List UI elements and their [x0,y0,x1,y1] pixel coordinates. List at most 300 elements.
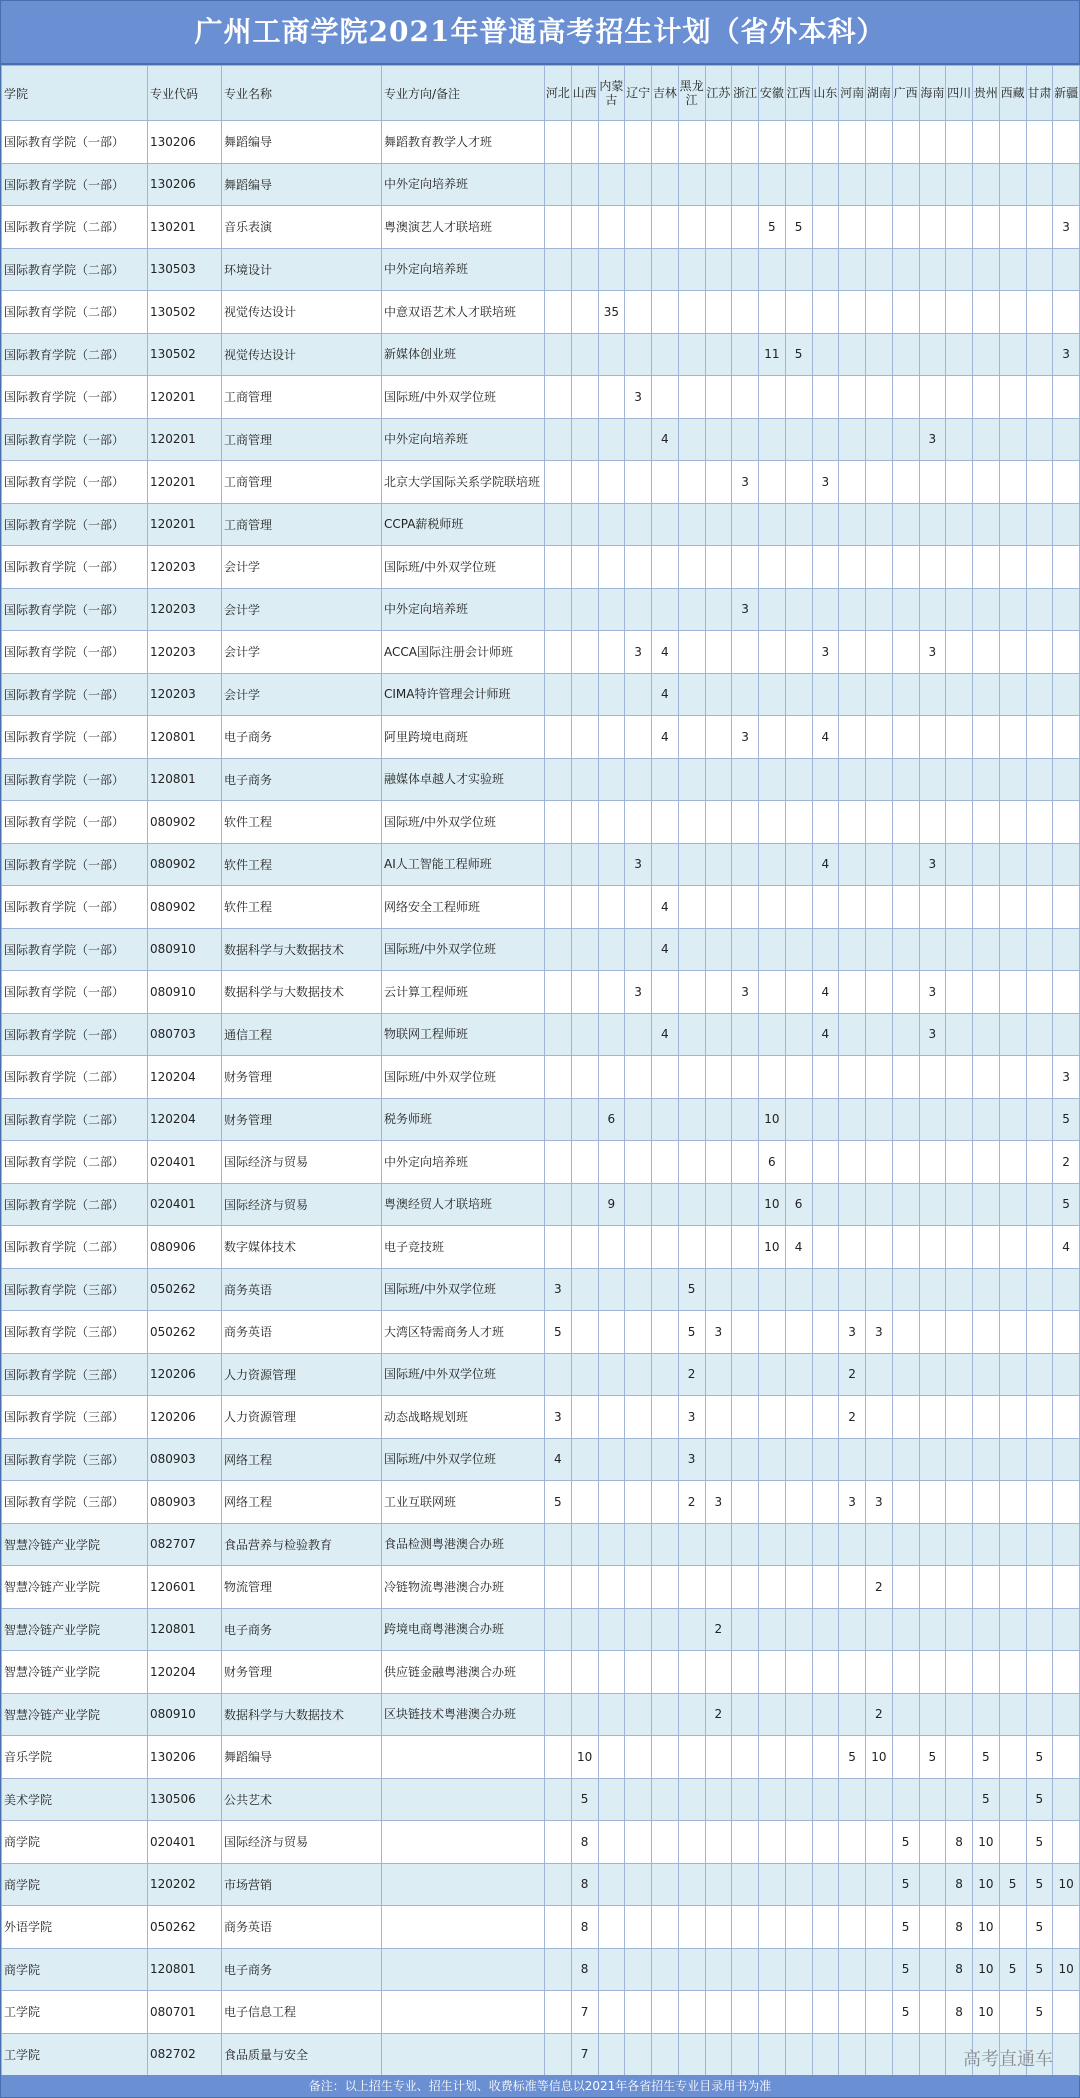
cell-quota [1053,418,1080,461]
cell-quota [812,376,839,419]
cell-quota [732,1736,759,1779]
cell-quota [705,1821,732,1864]
cell-code: 130201 [148,206,222,249]
cell-quota [866,971,893,1014]
cell-college: 智慧冷链产业学院 [2,1566,148,1609]
cell-quota [678,1013,705,1056]
cell-college: 商学院 [2,1821,148,1864]
cell-quota [946,1311,973,1354]
cell-direction: 中外定向培养班 [382,588,545,631]
cell-quota [625,1098,652,1141]
cell-quota [1053,1396,1080,1439]
cell-quota [812,1268,839,1311]
cell-quota [839,418,866,461]
cell-quota [652,1396,679,1439]
cell-quota [866,206,893,249]
cell-quota: 3 [919,971,946,1014]
cell-quota [678,758,705,801]
cell-quota [652,1523,679,1566]
cell-quota [545,1693,572,1736]
cell-code: 130502 [148,333,222,376]
cell-quota [625,1183,652,1226]
cell-quota [705,1098,732,1141]
cell-quota: 2 [678,1353,705,1396]
cell-quota [785,928,812,971]
cell-quota [652,291,679,334]
cell-code: 120202 [148,1863,222,1906]
cell-quota [919,546,946,589]
cell-direction: 区块链技术粤港澳合办班 [382,1693,545,1736]
cell-quota: 35 [598,291,625,334]
cell-quota [919,588,946,631]
cell-quota [812,1821,839,1864]
cell-quota [812,546,839,589]
cell-quota: 3 [678,1396,705,1439]
cell-quota [839,928,866,971]
cell-code: 120206 [148,1353,222,1396]
cell-quota [545,1226,572,1269]
cell-quota [759,546,786,589]
cell-quota [678,1608,705,1651]
cell-quota [759,376,786,419]
cell-quota: 4 [652,1013,679,1056]
cell-quota [973,333,1000,376]
cell-college: 国际教育学院（一部） [2,801,148,844]
cell-quota [839,1906,866,1949]
cell-quota [625,1353,652,1396]
cell-quota: 4 [812,843,839,886]
cell-quota [759,1863,786,1906]
cell-quota: 3 [839,1311,866,1354]
cell-quota: 4 [812,1013,839,1056]
cell-quota [732,1268,759,1311]
cell-quota [785,588,812,631]
cell-quota: 3 [1053,1056,1080,1099]
cell-quota [625,673,652,716]
cell-quota [839,716,866,759]
cell-quota [892,886,919,929]
cell-quota [999,163,1026,206]
cell-code: 130206 [148,1736,222,1779]
cell-quota [919,1438,946,1481]
header-province: 河北 [545,66,572,121]
cell-quota [625,291,652,334]
cell-quota [946,928,973,971]
cell-quota [1026,1396,1053,1439]
cell-quota [759,758,786,801]
cell-quota [545,2033,572,2076]
cell-quota [946,121,973,164]
header-province: 新疆 [1053,66,1080,121]
cell-quota [839,1948,866,1991]
cell-quota [892,673,919,716]
cell-college: 国际教育学院（一部） [2,546,148,589]
cell-quota [1053,673,1080,716]
cell-quota [892,1608,919,1651]
cell-quota [732,546,759,589]
cell-major: 音乐表演 [222,206,382,249]
cell-quota [999,206,1026,249]
cell-major: 电子商务 [222,1608,382,1651]
table-row [2,376,1080,419]
cell-quota: 10 [1053,1863,1080,1906]
cell-code: 080910 [148,1693,222,1736]
cell-quota: 2 [705,1693,732,1736]
header-province: 江苏 [705,66,732,121]
cell-quota [625,716,652,759]
cell-quota [678,163,705,206]
cell-major: 会计学 [222,588,382,631]
cell-quota [973,716,1000,759]
cell-quota [973,1268,1000,1311]
cell-quota [1026,546,1053,589]
cell-quota [839,1523,866,1566]
cell-quota: 8 [946,1991,973,2034]
cell-quota [625,758,652,801]
cell-quota [732,206,759,249]
cell-quota [999,886,1026,929]
cell-quota [946,1013,973,1056]
cell-quota [946,1566,973,1609]
cell-code: 130502 [148,291,222,334]
cell-quota [571,1013,598,1056]
cell-quota [678,333,705,376]
cell-quota [785,1523,812,1566]
cell-quota [812,1226,839,1269]
cell-quota [1053,121,1080,164]
cell-quota [571,1396,598,1439]
cell-quota [973,546,1000,589]
cell-college: 智慧冷链产业学院 [2,1651,148,1694]
cell-quota [785,1736,812,1779]
cell-quota [812,1566,839,1609]
cell-quota [812,1906,839,1949]
cell-quota [812,1693,839,1736]
cell-quota [678,376,705,419]
cell-quota [571,1481,598,1524]
cell-major: 软件工程 [222,843,382,886]
cell-quota [678,546,705,589]
cell-quota [545,1906,572,1949]
cell-college: 国际教育学院（一部） [2,758,148,801]
cell-quota [545,1736,572,1779]
cell-direction: 国际班/中外双学位班 [382,376,545,419]
cell-quota [732,248,759,291]
cell-code: 130503 [148,248,222,291]
cell-quota [1053,1013,1080,1056]
cell-quota [678,588,705,631]
cell-major: 软件工程 [222,886,382,929]
cell-quota [545,1821,572,1864]
cell-quota [812,206,839,249]
cell-quota [812,1523,839,1566]
cell-direction [382,2033,545,2076]
cell-quota [759,1948,786,1991]
cell-college: 国际教育学院（一部） [2,716,148,759]
cell-quota: 5 [892,1863,919,1906]
header-province: 安徽 [759,66,786,121]
cell-quota [999,1141,1026,1184]
cell-quota [598,163,625,206]
cell-quota: 5 [759,206,786,249]
cell-quota [812,886,839,929]
cell-quota [759,1353,786,1396]
cell-quota: 8 [946,1821,973,1864]
cell-quota [812,1141,839,1184]
cell-direction [382,1906,545,1949]
table-row [2,1396,1080,1439]
cell-quota [892,418,919,461]
cell-quota: 11 [759,333,786,376]
cell-quota [625,1226,652,1269]
cell-quota [652,503,679,546]
cell-quota [919,206,946,249]
cell-quota [759,886,786,929]
cell-quota [839,546,866,589]
cell-quota [892,376,919,419]
cell-quota [785,1608,812,1651]
cell-quota [678,1141,705,1184]
header-province: 河南 [839,66,866,121]
cell-quota [892,333,919,376]
cell-quota [678,971,705,1014]
cell-quota [785,1821,812,1864]
cell-quota [545,121,572,164]
cell-direction: 舞蹈教育教学人才班 [382,121,545,164]
cell-major: 食品营养与检验教育 [222,1523,382,1566]
cell-quota [678,801,705,844]
cell-quota: 3 [732,716,759,759]
cell-quota [785,1693,812,1736]
cell-quota [598,1396,625,1439]
cell-quota [946,801,973,844]
cell-quota [785,1268,812,1311]
cell-quota [973,801,1000,844]
cell-quota [678,673,705,716]
cell-quota: 5 [973,1778,1000,1821]
cell-quota [812,1863,839,1906]
cell-quota [973,1183,1000,1226]
cell-quota [839,1821,866,1864]
cell-quota [785,291,812,334]
table-row [2,461,1080,504]
cell-code: 130206 [148,163,222,206]
cell-quota [759,2033,786,2076]
cell-quota [999,1608,1026,1651]
cell-major: 工商管理 [222,503,382,546]
cell-code: 080910 [148,971,222,1014]
cell-quota [866,1438,893,1481]
cell-direction: 国际班/中外双学位班 [382,1268,545,1311]
cell-quota [866,1268,893,1311]
cell-code: 120601 [148,1566,222,1609]
cell-quota [812,248,839,291]
cell-quota [732,801,759,844]
cell-quota [759,1523,786,1566]
cell-quota: 2 [678,1481,705,1524]
cell-direction: 国际班/中外双学位班 [382,1056,545,1099]
cell-quota: 2 [866,1566,893,1609]
cell-quota [999,1821,1026,1864]
cell-quota [973,1396,1000,1439]
cell-quota [919,1396,946,1439]
cell-quota [545,418,572,461]
cell-quota [892,503,919,546]
cell-quota [625,886,652,929]
cell-quota [678,121,705,164]
cell-quota [678,1991,705,2034]
cell-quota [705,163,732,206]
cell-quota [785,843,812,886]
cell-quota [598,1226,625,1269]
cell-quota [812,673,839,716]
cell-major: 公共艺术 [222,1778,382,1821]
footer-note: 备注：以上招生专业、招生计划、收费标准等信息以2021年各省招生专业目录用书为准 [1,2075,1079,2097]
cell-quota [946,376,973,419]
cell-quota [812,801,839,844]
table-row [2,1353,1080,1396]
cell-quota [545,1098,572,1141]
table-row [2,121,1080,164]
cell-major: 财务管理 [222,1098,382,1141]
cell-quota [866,121,893,164]
cell-quota [919,886,946,929]
cell-quota [866,1948,893,1991]
cell-quota [999,1481,1026,1524]
cell-quota [732,843,759,886]
cell-quota [1053,758,1080,801]
table-row [2,1651,1080,1694]
cell-quota [785,1311,812,1354]
cell-quota [839,886,866,929]
cell-quota [866,2033,893,2076]
cell-code: 120203 [148,673,222,716]
cell-quota [545,1183,572,1226]
cell-major: 电子商务 [222,1948,382,1991]
cell-quota [598,1651,625,1694]
table-header-row [2,66,1080,121]
cell-quota [919,1353,946,1396]
cell-direction [382,1736,545,1779]
cell-quota [732,1651,759,1694]
header-code: 专业代码 [148,66,222,121]
cell-quota [785,1141,812,1184]
cell-quota [919,291,946,334]
cell-direction: ACCA国际注册会计师班 [382,631,545,674]
cell-quota: 4 [652,928,679,971]
cell-major: 人力资源管理 [222,1396,382,1439]
cell-quota [598,631,625,674]
cell-quota: 3 [732,588,759,631]
cell-quota [785,546,812,589]
cell-quota [732,333,759,376]
table-row [2,248,1080,291]
cell-quota [1053,163,1080,206]
cell-direction: 国际班/中外双学位班 [382,1438,545,1481]
cell-quota [892,1778,919,1821]
cell-quota [598,673,625,716]
cell-quota: 2 [1053,1141,1080,1184]
cell-quota [545,886,572,929]
header-major: 专业名称 [222,66,382,121]
cell-quota [999,1396,1026,1439]
cell-quota [571,206,598,249]
cell-quota [1026,1098,1053,1141]
cell-quota [866,1098,893,1141]
cell-quota: 4 [652,716,679,759]
cell-quota [1026,1353,1053,1396]
cell-code: 130206 [148,121,222,164]
cell-direction [382,1863,545,1906]
cell-quota [571,673,598,716]
cell-quota [705,1736,732,1779]
cell-quota [732,631,759,674]
cell-quota [946,1438,973,1481]
cell-quota [759,1651,786,1694]
cell-quota: 2 [839,1396,866,1439]
cell-quota [1053,1566,1080,1609]
cell-quota [919,376,946,419]
cell-quota [652,843,679,886]
cell-quota [652,1438,679,1481]
cell-quota: 6 [598,1098,625,1141]
cell-quota [545,1523,572,1566]
cell-quota [919,461,946,504]
cell-quota [598,928,625,971]
cell-quota [571,886,598,929]
cell-quota [892,716,919,759]
cell-direction: 粤澳经贸人才联培班 [382,1183,545,1226]
cell-direction [382,1948,545,1991]
cell-quota [545,546,572,589]
cell-quota: 3 [919,418,946,461]
cell-direction: 动态战略规划班 [382,1396,545,1439]
cell-code: 120204 [148,1056,222,1099]
cell-quota [999,1013,1026,1056]
cell-major: 国际经济与贸易 [222,1183,382,1226]
cell-quota [732,1183,759,1226]
cell-quota [625,2033,652,2076]
cell-quota [652,588,679,631]
cell-quota [598,1481,625,1524]
cell-quota [785,1098,812,1141]
cell-quota: 3 [625,631,652,674]
cell-quota [812,1651,839,1694]
cell-major: 会计学 [222,631,382,674]
cell-college: 国际教育学院（三部） [2,1311,148,1354]
cell-quota [973,1141,1000,1184]
cell-direction: 跨境电商粤港澳合办班 [382,1608,545,1651]
cell-quota [1026,376,1053,419]
cell-quota [571,1098,598,1141]
cell-major: 市场营销 [222,1863,382,1906]
cell-quota [839,248,866,291]
cell-quota [812,1183,839,1226]
cell-quota [571,163,598,206]
cell-quota [571,333,598,376]
cell-college: 国际教育学院（一部） [2,418,148,461]
cell-major: 国际经济与贸易 [222,1821,382,1864]
cell-quota [732,503,759,546]
cell-quota [785,503,812,546]
table-row [2,1438,1080,1481]
cell-quota: 10 [1053,1948,1080,1991]
cell-quota [652,1863,679,1906]
cell-code: 120203 [148,631,222,674]
cell-quota [705,376,732,419]
cell-quota: 3 [732,461,759,504]
cell-quota [545,376,572,419]
